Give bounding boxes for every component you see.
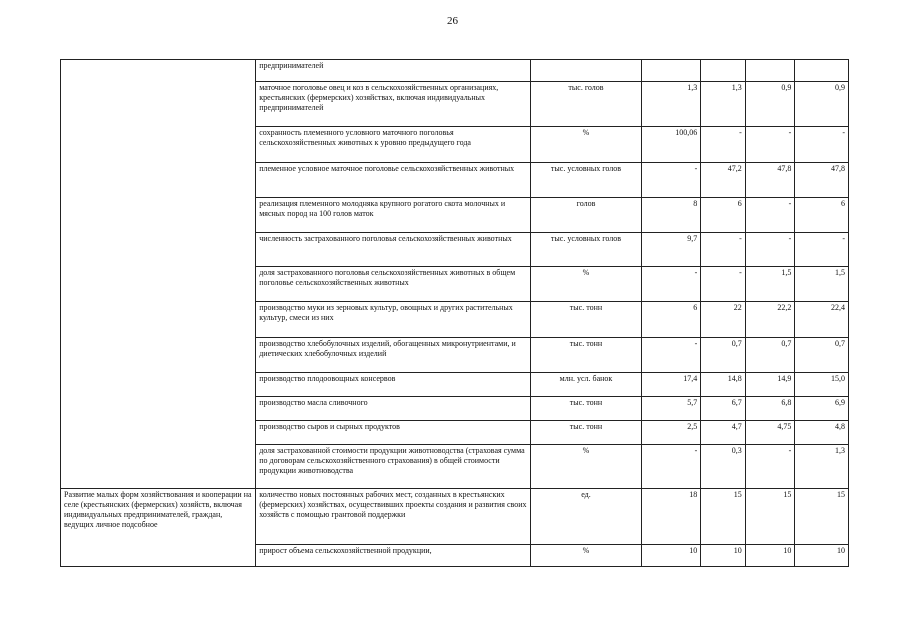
value-cell: -	[701, 127, 746, 163]
value-cell: 1,5	[795, 267, 849, 302]
unit-cell: тыс. условных голов	[531, 233, 641, 267]
value-cell: 0,3	[701, 445, 746, 489]
value-cell: -	[641, 445, 701, 489]
value-cell: 10	[795, 545, 849, 567]
value-cell: -	[795, 233, 849, 267]
value-cell: 15	[701, 489, 746, 545]
value-cell: 4,8	[795, 421, 849, 445]
value-cell: 100,06	[641, 127, 701, 163]
indicator-name: производство плодоовощных консервов	[256, 373, 531, 397]
value-cell: 47,8	[795, 163, 849, 198]
unit-cell: тыс. тонн	[531, 302, 641, 338]
value-cell: 17,4	[641, 373, 701, 397]
unit-cell: %	[531, 545, 641, 567]
value-cell: 6,8	[745, 397, 795, 421]
indicator-name: производство хлебобулочных изделий, обогащенных микронутриентами, и диетических хлебобулочных изделий	[256, 338, 531, 373]
value-cell	[745, 60, 795, 82]
value-cell: 18	[641, 489, 701, 545]
value-cell: 10	[745, 545, 795, 567]
unit-cell: тыс. тонн	[531, 397, 641, 421]
value-cell: -	[745, 127, 795, 163]
unit-cell: тыс. тонн	[531, 338, 641, 373]
value-cell: 10	[641, 545, 701, 567]
value-cell: 10	[701, 545, 746, 567]
value-cell: 47,8	[745, 163, 795, 198]
value-cell: 2,5	[641, 421, 701, 445]
unit-cell: тыс. голов	[531, 82, 641, 127]
indicator-name: реализация племенного молодняка крупного рогатого скота молочных и мясных пород на 100 голов маток	[256, 198, 531, 233]
value-cell: -	[745, 445, 795, 489]
indicator-name: численность застрахованного поголовья сельскохозяйственных животных	[256, 233, 531, 267]
value-cell: 0,9	[745, 82, 795, 127]
value-cell: -	[745, 198, 795, 233]
unit-cell: тыс. условных голов	[531, 163, 641, 198]
value-cell: 22,4	[795, 302, 849, 338]
value-cell: 22,2	[745, 302, 795, 338]
indicator-name: маточное поголовье овец и коз в сельскохозяйственных организациях, крестьянских (фермерских) хозяйствах, включая индивидуальных предпринимателей	[256, 82, 531, 127]
indicator-name: количество новых постоянных рабочих мест, созданных в крестьянских (фермерских) хозяйствах, осуществивших проекты создания и развития своих хозяйств с помощью грантовой поддержки	[256, 489, 531, 545]
value-cell: -	[745, 233, 795, 267]
value-cell: 14,8	[701, 373, 746, 397]
value-cell: 8	[641, 198, 701, 233]
unit-cell: %	[531, 267, 641, 302]
value-cell: -	[795, 127, 849, 163]
value-cell: 5,7	[641, 397, 701, 421]
value-cell: 6	[701, 198, 746, 233]
program-cell-empty	[61, 60, 256, 489]
unit-cell: голов	[531, 198, 641, 233]
unit-cell: %	[531, 127, 641, 163]
value-cell: 15	[795, 489, 849, 545]
value-cell: -	[641, 163, 701, 198]
value-cell: 0,7	[745, 338, 795, 373]
table-row	[61, 60, 849, 82]
value-cell: 0,7	[795, 338, 849, 373]
indicator-name: племенное условное маточное поголовье сельскохозяйственных животных	[256, 163, 531, 198]
table-row	[61, 489, 849, 545]
unit-cell	[531, 60, 641, 82]
value-cell: -	[701, 233, 746, 267]
indicator-name: производство сыров и сырных продуктов	[256, 421, 531, 445]
value-cell: 1,5	[745, 267, 795, 302]
unit-cell: тыс. тонн	[531, 421, 641, 445]
value-cell: 6	[795, 198, 849, 233]
indicator-name: доля застрахованной стоимости продукции животноводства (страховая сумма по договорам сельскохозяйственного страхования) в общей стоимости продукции животноводства	[256, 445, 531, 489]
program-name: Развитие малых форм хозяйствования и кооперации на селе (крестьянских (фермерских) хозяйств, включая индивидуальных предпринимателей, граждан, ведущих личное подсобное	[61, 489, 256, 567]
unit-cell: %	[531, 445, 641, 489]
value-cell	[701, 60, 746, 82]
value-cell: 6,7	[701, 397, 746, 421]
value-cell: 6,9	[795, 397, 849, 421]
value-cell: 14,9	[745, 373, 795, 397]
indicator-name: сохранность племенного условного маточного поголовья сельскохозяйственных животных к уровню предыдущего года	[256, 127, 531, 163]
value-cell: 4,75	[745, 421, 795, 445]
indicator-name: производство масла сливочного	[256, 397, 531, 421]
page-number: 26	[447, 15, 458, 27]
value-cell: 15	[745, 489, 795, 545]
unit-cell: млн. усл. банок	[531, 373, 641, 397]
indicator-name: предпринимателей	[256, 60, 531, 82]
value-cell: -	[701, 267, 746, 302]
value-cell: 4,7	[701, 421, 746, 445]
value-cell: 1,3	[795, 445, 849, 489]
value-cell: 6	[641, 302, 701, 338]
value-cell	[641, 60, 701, 82]
value-cell: 9,7	[641, 233, 701, 267]
value-cell: 0,7	[701, 338, 746, 373]
value-cell: 1,3	[701, 82, 746, 127]
indicators-table	[60, 59, 849, 567]
value-cell: 1,3	[641, 82, 701, 127]
indicator-name: доля застрахованного поголовья сельскохозяйственных животных в общем поголовье сельскохозяйственных животных	[256, 267, 531, 302]
value-cell: -	[641, 267, 701, 302]
value-cell: 0,9	[795, 82, 849, 127]
value-cell: 15,0	[795, 373, 849, 397]
value-cell: 22	[701, 302, 746, 338]
indicator-name: производство муки из зерновых культур, овощных и других растительных культур, смеси из них	[256, 302, 531, 338]
indicator-name: прирост объема сельскохозяйственной продукции,	[256, 545, 531, 567]
value-cell: -	[641, 338, 701, 373]
unit-cell: ед.	[531, 489, 641, 545]
value-cell	[795, 60, 849, 82]
value-cell: 47,2	[701, 163, 746, 198]
